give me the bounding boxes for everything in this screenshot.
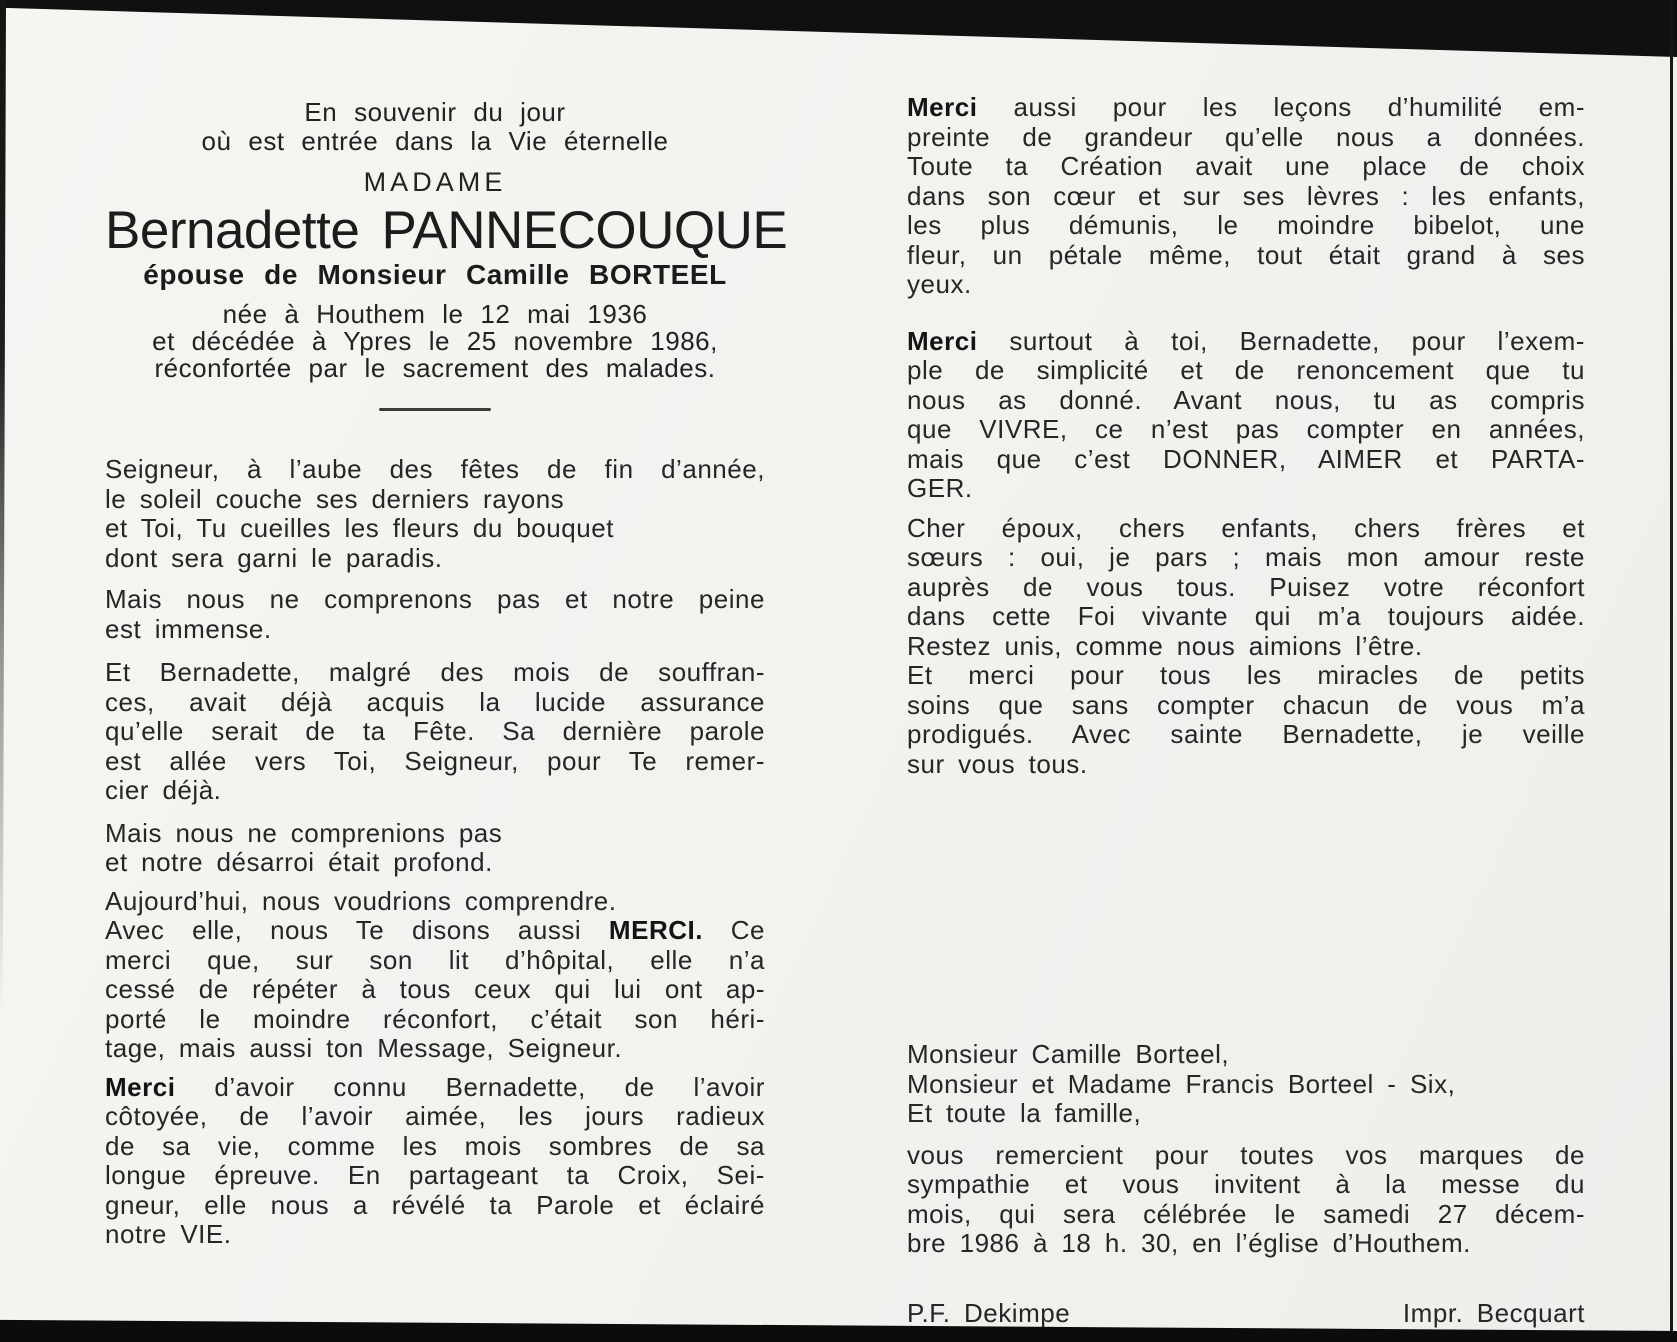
text-line: Et Bernadette, malgré des mois de souffran- — [105, 657, 765, 687]
left-page — [105, 97, 788, 1250]
death-line: et décédée à Ypres le 25 novembre 1986, — [152, 326, 718, 356]
text-segment: Avec elle, nous Te disons aussi — [105, 915, 609, 945]
spouse-line: épouse de Monsieur Camille BORTEEL — [143, 259, 727, 290]
text-line: ces, avait déjà acquis la lucide assurance — [105, 686, 765, 717]
intro-line-1: En souvenir du jour — [304, 97, 566, 127]
text-line: yeux. — [907, 269, 972, 299]
text-line: Aujourd’hui, nous voudrions comprendre. — [105, 885, 617, 916]
text-line: qu’elle serait de ta Fête. Sa dernière parole — [105, 716, 765, 746]
paragraph-farewell — [907, 514, 1585, 780]
text-line: preinte de grandeur qu’elle nous a données. — [907, 121, 1585, 152]
text-line: le soleil couche ses derniers rayons — [105, 483, 565, 514]
text-line — [907, 93, 1585, 123]
text-line: fleur, un pétale même, tout était grand à ses — [907, 239, 1585, 270]
family-name-line: Monsieur et Madame Francis Borteel - Six, — [907, 1068, 1456, 1099]
text-line — [105, 916, 765, 946]
text-segment: d’avoir connu Bernadette, de l’avoir — [175, 1071, 765, 1102]
bold-merci-word: MERCI. — [608, 915, 704, 945]
paragraph-verse-4 — [105, 819, 765, 878]
text-line — [105, 1073, 765, 1103]
intro-line-2: où est entrée dans la Vie éternelle — [201, 126, 669, 156]
family-names-block — [907, 1040, 1585, 1129]
text-line: tage, mais aussi ton Message, Seigneur. — [105, 1033, 623, 1063]
text-line: notre VIE. — [105, 1219, 232, 1249]
text-line: cier déjà. — [105, 775, 222, 805]
text-line: Et merci pour tous les miracles de petits — [907, 660, 1585, 690]
text-line: sympathie et vous invitent à la messe du — [907, 1169, 1585, 1199]
bold-merci-word: Merci — [907, 92, 978, 122]
text-line: bre 1986 à 18 h. 30, en l’église d’Houthem. — [907, 1228, 1471, 1258]
paragraph-verse-1 — [105, 455, 765, 573]
family-name-line: Monsieur Camille Borteel, — [907, 1039, 1230, 1069]
text-segment: aussi pour les leçons d’humilité em- — [977, 92, 1585, 122]
printer-credit: Impr. Becquart — [1402, 1297, 1585, 1328]
text-line: ple de simplicité et de renoncement que tu — [907, 355, 1585, 385]
text-line: et notre désarroi était profond. — [105, 847, 493, 877]
invitation-paragraph — [907, 1141, 1585, 1259]
text-line: gneur, elle nous a révélé ta Parole et éclairé — [105, 1189, 765, 1220]
text-line: est immense. — [105, 613, 272, 644]
text-line: prodigués. Avec sainte Bernadette, je veille — [907, 719, 1585, 749]
text-line — [907, 327, 1585, 357]
text-line: les plus démunis, le moindre bibelot, une — [907, 210, 1585, 240]
text-line: que VIVRE, ce n’est pas compter en années, — [907, 414, 1585, 444]
text-line: Mais nous ne comprenons pas et notre peine — [105, 584, 765, 614]
text-line: dans son cœur et sur ses lèvres : les enfants, — [907, 180, 1585, 211]
imprint-row — [907, 1299, 1585, 1329]
text-line: Restez unis, comme nous aimions l’être. — [907, 630, 1423, 661]
paragraph-merci-1 — [907, 93, 1585, 300]
text-line: vous remercient pour toutes vos marques de — [907, 1139, 1585, 1170]
text-line: est allée vers Toi, Seigneur, pour Te remer- — [105, 745, 765, 776]
text-line: auprès de vous tous. Puisez votre réconfort — [907, 571, 1585, 602]
birth-line: née à Houthem le 12 mai 1936 — [222, 299, 648, 329]
deceased-name: Bernadette PANNECOUQUE — [105, 201, 788, 260]
scan-edge-left-strip — [0, 0, 6, 1010]
text-line: Cher époux, chers enfants, chers frères et — [907, 512, 1585, 543]
title-prefix: MADAME — [363, 167, 507, 197]
right-page — [907, 93, 1585, 1328]
section-divider — [379, 408, 491, 411]
scan-edge-top-band — [0, 0, 1677, 60]
text-line: merci que, sur son lit d’hôpital, elle n’a — [105, 944, 765, 975]
text-line: de sa vie, comme les mois sombres de sa — [105, 1130, 765, 1161]
text-line: sœurs : oui, je pars ; mais mon amour reste — [907, 542, 1585, 572]
paragraph-merci-2 — [907, 327, 1585, 504]
text-line: nous as donné. Avant nous, tu as compris — [907, 384, 1585, 415]
paragraph-3 — [105, 658, 765, 806]
text-line: sur vous tous. — [907, 748, 1088, 779]
bold-merci-word: Merci — [105, 1071, 176, 1102]
text-segment: surtout à toi, Bernadette, pour l’exem- — [977, 325, 1585, 356]
bold-merci-word: Merci — [907, 325, 978, 356]
text-line: dans cette Foi vivante qui m’a toujours aidée. — [907, 601, 1585, 631]
text-line: longue épreuve. En partageant ta Croix, Sei- — [105, 1160, 765, 1190]
paragraph-6 — [105, 1073, 765, 1250]
text-line: Toute ta Création avait une place de choix — [907, 151, 1585, 181]
text-line: porté le moindre réconfort, c’était son héri- — [105, 1003, 765, 1034]
sacrament-line: réconfortée par le sacrement des malades. — [154, 353, 716, 383]
text-line: Mais nous ne comprenions pas — [105, 817, 503, 848]
scan-edge-right-line — [1670, 0, 1673, 1342]
text-line: mois, qui sera célébrée le samedi 27 décem- — [907, 1198, 1585, 1229]
vital-dates — [105, 301, 765, 382]
text-line: cessé de répéter à tous ceux qui lui ont ap- — [105, 974, 765, 1004]
paragraph-2 — [105, 585, 765, 644]
text-line: côtoyée, de l’avoir aimée, les jours radieux — [105, 1101, 765, 1131]
funeral-home-credit: P.F. Dekimpe — [907, 1297, 1071, 1328]
text-line: dont sera garni le paradis. — [105, 542, 443, 573]
text-line: GER. — [907, 473, 973, 503]
paragraph-5 — [105, 887, 765, 1064]
text-line: soins que sans compter chacun de vous m’a — [907, 689, 1585, 720]
text-line: mais que c’est DONNER, AIMER et PARTA- — [907, 443, 1585, 474]
text-segment: Ce — [703, 915, 765, 945]
text-line: Seigneur, à l’aube des fêtes de fin d’année, — [105, 454, 765, 484]
text-line: et Toi, Tu cueilles les fleurs du bouquet — [105, 513, 614, 543]
family-name-line: Et toute la famille, — [907, 1098, 1142, 1128]
